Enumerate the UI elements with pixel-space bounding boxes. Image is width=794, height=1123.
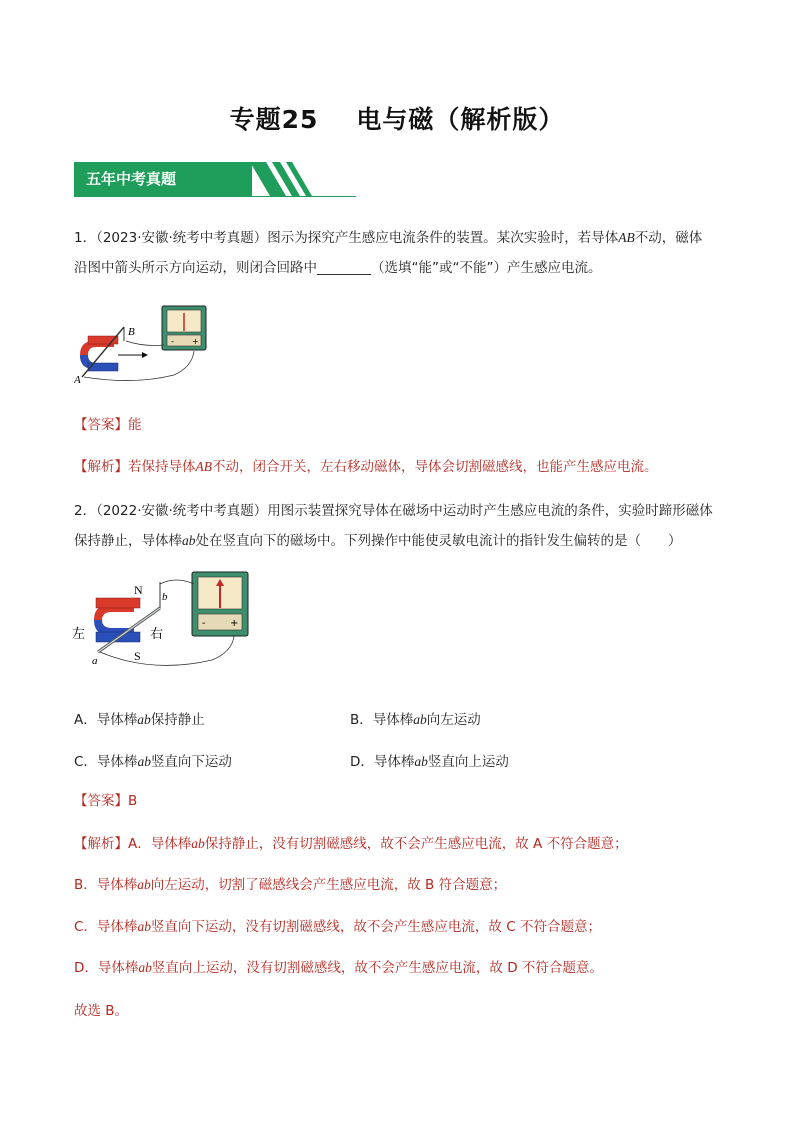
svg-text:-: - xyxy=(171,337,174,346)
q2-analysis-tag: 【解析】 xyxy=(74,836,128,852)
galvanometer-icon xyxy=(192,572,248,636)
q2-conclusion xyxy=(74,996,722,1026)
q2-option-a[interactable]: A．导体棒ab保持静止 xyxy=(74,712,205,728)
page-title xyxy=(0,100,794,136)
q2-analysis-line-c: C．导体棒ab竖直向下运动，没有切割磁感线，故不会产生感应电流，故 C 不符合题意； xyxy=(74,919,601,935)
q2-label-s: S xyxy=(134,649,141,663)
q2-analysis-line-a: 【解析】A．导体棒ab保持静止，没有切割磁感线，故不会产生感应电流，故 A 不符合题意； xyxy=(74,836,628,852)
q1-analysis xyxy=(74,452,722,482)
q1-analysis-var: AB xyxy=(195,459,212,474)
q2-label-right: 右 xyxy=(150,627,164,642)
q1-label-b: B xyxy=(128,326,135,338)
q2-stem xyxy=(74,496,722,556)
section-header xyxy=(74,162,356,198)
q1-label-a: A xyxy=(74,374,81,385)
svg-text:-: - xyxy=(202,618,206,629)
q1-answer xyxy=(74,410,722,440)
q2-label-n: N xyxy=(134,583,143,597)
title-topic-number: 专题25 xyxy=(229,105,319,134)
q1-analysis-pre: 若保持导体 xyxy=(128,459,196,475)
q2-conclusion-text: 故选 B。 xyxy=(74,1003,129,1019)
q1-figure xyxy=(74,305,244,385)
svg-text:+: + xyxy=(230,618,239,629)
q2-option-c[interactable]: C．导体棒ab竖直向下运动 xyxy=(74,754,232,770)
q2-answer xyxy=(74,786,722,816)
q2-figure xyxy=(72,570,252,670)
q1-line1-end: 不动，磁体 xyxy=(634,230,703,246)
q2-line1: 2．（2022·安徽·统考中考真题）用图示装置探究导体在磁场中运动时产生感应电流的条件，实验时蹄形磁体 xyxy=(74,503,713,519)
svg-text:+: + xyxy=(192,337,199,346)
q2-option-b[interactable]: B．导体棒ab向左运动 xyxy=(350,712,481,728)
section-label: 五年中考真题 xyxy=(74,162,252,196)
q2-answer-tag: 【答案】 xyxy=(74,793,128,809)
q2-answer-value: B xyxy=(128,793,138,809)
horseshoe-magnet-icon xyxy=(94,598,140,642)
q1-line1: 1．（2023·安徽·统考中考真题）图示为探究产生感应电流条件的装置。某次实验时，若导体 xyxy=(74,230,619,246)
q2-analysis-line-d: D．导体棒ab竖直向上运动，没有切割磁感线，故不会产生感应电流，故 D 不符合题意。 xyxy=(74,960,603,976)
section-stripes-decoration xyxy=(250,162,330,198)
q1-analysis-post: 不动，闭合开关，左右移动磁体，导体会切割磁感线，也能产生感应电流。 xyxy=(212,459,658,475)
q1-stem xyxy=(74,223,722,283)
title-topic-name: 电与磁（解析版） xyxy=(356,105,565,134)
q1-analysis-tag: 【解析】 xyxy=(74,459,128,475)
q2-line2-pre: 保持静止，导体棒 xyxy=(74,533,182,549)
q2-analysis-line-b: B．导体棒ab向左运动，切割了磁感线会产生感应电流，故 B 符合题意； xyxy=(74,877,507,893)
q1-answer-tag: 【答案】 xyxy=(74,417,128,433)
q1-line2: 沿图中箭头所示方向运动，则闭合回路中________（选填“能”或“不能”）产生感应电流。 xyxy=(74,260,602,276)
q1-var-ab: AB xyxy=(618,230,635,245)
galvanometer-icon xyxy=(162,306,206,350)
q2-label-a: a xyxy=(92,655,98,667)
q2-label-left: 左 xyxy=(72,627,86,642)
q2-label-b: b xyxy=(162,591,168,603)
q2-line2-var: ab xyxy=(182,533,196,548)
q2-line2-post: 处在竖直向下的磁场中。下列操作中能使灵敏电流计的指针发生偏转的是（ ） xyxy=(195,533,682,549)
section-underline xyxy=(74,196,356,197)
q2-option-d[interactable]: D．导体棒ab竖直向上运动 xyxy=(350,754,509,770)
q1-answer-value: 能 xyxy=(128,417,142,433)
